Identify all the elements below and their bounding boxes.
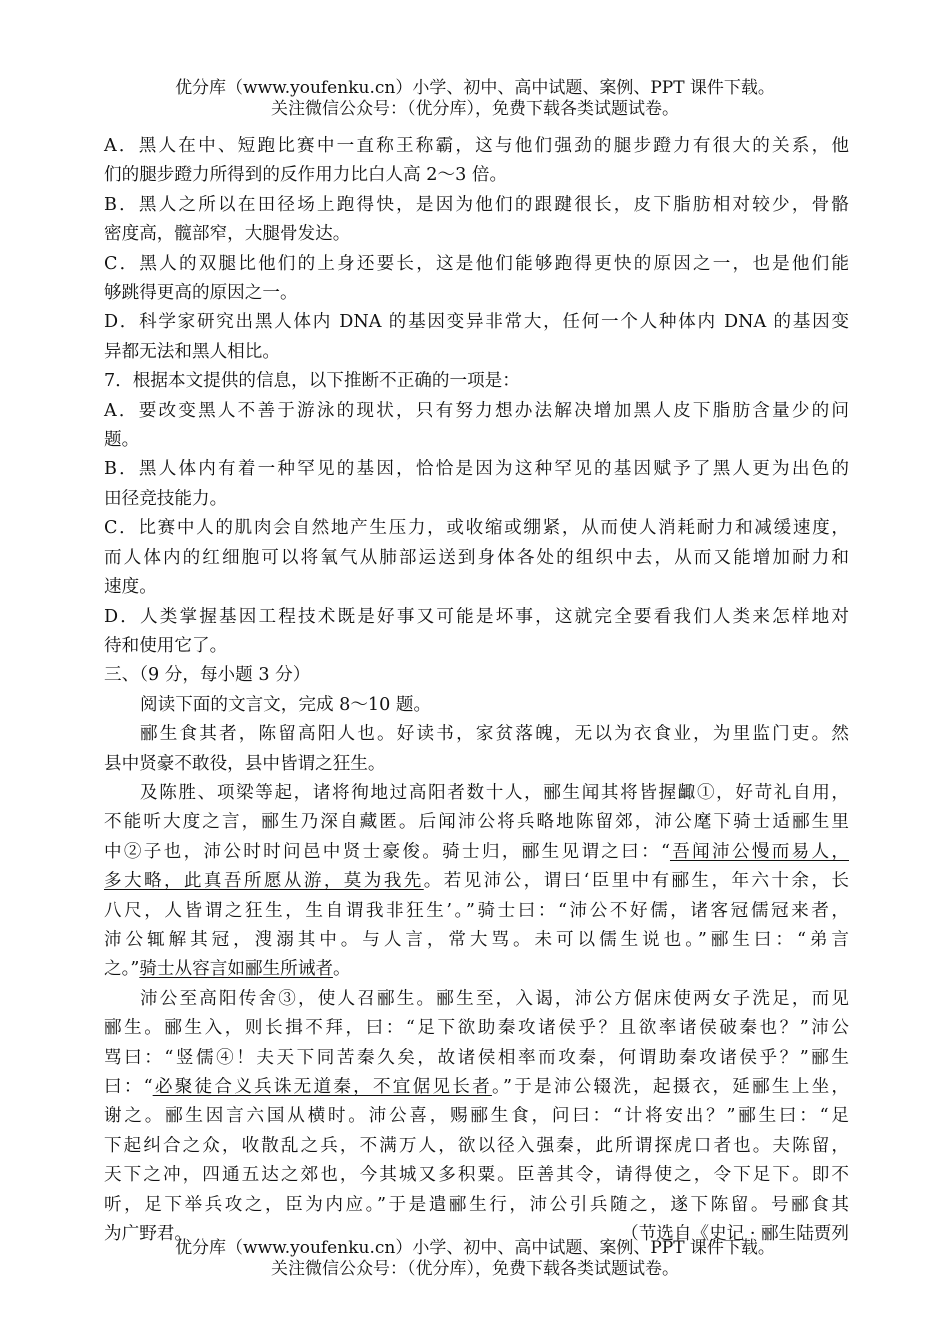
passage-p2-line5: 八尺，人皆谓之狂生，生自谓我非狂生’。”骑士曰：“沛公不好儒，诸客冠儒冠来者， xyxy=(104,900,849,921)
underlined-sentence-2: 骑士从容言如郦生所诫者 xyxy=(139,959,333,980)
passage-p3-line7: 天下之冲，四通五达之郊也，今其城又多积粟。臣善其令，请得使之，令下足下。即不 xyxy=(104,1165,849,1186)
passage-p2-line4 xyxy=(104,867,849,896)
passage-p3-line4-start: 曰：“ xyxy=(104,1077,153,1097)
passage-p2-line2: 不能听大度之言，郦生乃深自藏匿。后闻沛公将兵略地陈留郊，沛公麾下骑士适郦生里 xyxy=(104,812,849,833)
passage-p3-line5: 谢之。郦生因言六国从横时。沛公喜，赐郦生食，问曰：“计将安出？”郦生曰：“足 xyxy=(104,1106,849,1127)
q7-option-c-line2: 而人体内的红细胞可以将氧气从肺部运送到身体各处的组织中去，从而又能增加耐力和 xyxy=(104,547,849,568)
passage-p3-line9: 为广野君。 xyxy=(104,1224,192,1245)
q7-option-a-line1: A．要改变黑人不善于游泳的现状，只有努力想办法解决增加黑人皮下脂肪含量少的问 xyxy=(104,400,849,421)
q7-option-c-line3: 速度。 xyxy=(104,577,157,598)
header-line-2: 关注微信公众号：（优分库），免费下载各类试题试卷。 xyxy=(271,99,679,119)
passage-p2-line3-text: 中②子也，沛公时时问邑中贤士豪俊。骑士归，郦生见谓之曰：“ xyxy=(104,841,670,862)
q6-option-a-line2: 们的腿步蹬力所得到的反作用力比白人高 2～3 倍。 xyxy=(104,165,508,186)
header-line-1: 优分库（www.youfenku.cn）小学、初中、高中试题、案例、PPT 课件下载。 xyxy=(175,78,775,98)
passage-p3-line1: 沛公至高阳传舍③，使人召郦生。郦生至，入谒，沛公方倨床使两女子洗足，而见 xyxy=(140,988,849,1009)
q7-option-d-line1: D．人类掌握基因工程技术既是好事又可能是坏事，这就完全要看我们人类来怎样地对 xyxy=(104,606,849,627)
q7-stem: 7．根据本文提供的信息，以下推断不正确的一项是： xyxy=(104,371,520,392)
q6-option-c-line2: 够跳得更高的原因之一。 xyxy=(104,283,298,304)
passage-p1-line2: 县中贤豪不敢役，县中皆谓之狂生。 xyxy=(104,753,386,774)
passage-p2-line6: 沛公辄解其冠，溲溺其中。与人言，常大骂。未可以儒生说也。”郦生曰：“弟言 xyxy=(104,929,849,950)
q7-option-d-line2: 待和使用它了。 xyxy=(104,635,228,656)
q6-option-b-line2: 密度高，髋部窄，大腿骨发达。 xyxy=(104,224,351,245)
page-header xyxy=(0,78,950,120)
q6-option-a-line1: A．黑人在中、短跑比赛中一直称王称霸，这与他们强劲的腿步蹬力有很大的关系，他 xyxy=(104,136,849,156)
passage-p2-line1: 及陈胜、项梁等起，诸将徇地过高阳者数十人，郦生闻其将皆握齱①，好苛礼自用， xyxy=(140,782,849,803)
section-3-heading: 三、（9 分，每小题 3 分） xyxy=(104,665,311,686)
passage-p2-line4-text: 。若见沛公，谓曰‘臣里中有郦生，年六十余，长 xyxy=(423,871,849,892)
passage-p3-line6: 下起纠合之众，收散乱之兵，不满万人，欲以径入强秦，此所谓探虎口者也。夫陈留， xyxy=(104,1135,849,1156)
page-footer xyxy=(0,1238,950,1280)
passage-p2-line3 xyxy=(104,838,849,867)
passage-p2-line7-end: 。 xyxy=(332,959,351,980)
document-body xyxy=(104,132,849,1249)
underlined-sentence-1a: 吾闻沛公慢而易人， xyxy=(669,841,849,862)
passage-p3-line3: 骂曰：“竖儒④！夫天下同苦秦久矣，故诸侯相率而攻秦，何谓助秦攻诸侯乎？”郦生 xyxy=(104,1047,849,1068)
source-citation: （节选自《史记 · 郦生陆贾列 xyxy=(621,1224,849,1245)
q6-option-d-line2: 异都无法和黑人相比。 xyxy=(104,341,280,362)
passage-p3-line8: 听，足下举兵攻之，臣为内应。”于是遣郦生行，沛公引兵随之，遂下陈留。号郦食其 xyxy=(104,1194,849,1215)
q6-option-c-line1: C．黑人的双腿比他们的上身还要长，这是他们能够跑得更快的原因之一，也是他们能 xyxy=(104,253,849,274)
section-3-instruction: 阅读下面的文言文，完成 8～10 题。 xyxy=(140,694,432,715)
passage-p3-line2: 郦生。郦生入，则长揖不拜，曰：“足下欲助秦攻诸侯乎？且欲率诸侯破秦也？”沛公 xyxy=(104,1018,849,1039)
passage-p3-line4-end: 。”于是沛公辍洗，起摄衣，延郦生上坐， xyxy=(491,1077,849,1097)
passage-p1-line1: 郦生食其者，陈留高阳人也。好读书，家贫落魄，无以为衣食业，为里监门吏。然 xyxy=(140,724,849,745)
footer-line-2: 关注微信公众号：（优分库），免费下载各类试题试卷。 xyxy=(271,1259,679,1279)
passage-p3-line4 xyxy=(104,1073,849,1102)
q7-option-c-line1: C．比赛中人的肌肉会自然地产生压力，或收缩或绷紧，从而使人消耗耐力和减缓速度， xyxy=(104,518,849,539)
footer-line-1: 优分库（www.youfenku.cn）小学、初中、高中试题、案例、PPT 课件下载。 xyxy=(175,1238,775,1258)
underlined-sentence-1b: 多大略，此真吾所愿从游，莫为我先 xyxy=(104,871,424,892)
q6-option-b-line1: B．黑人之所以在田径场上跑得快，是因为他们的跟踺很长，皮下脂肪相对较少，骨骼 xyxy=(104,194,849,215)
q6-option-d-line1: D．科学家研究出黑人体内 DNA 的基因变异非常大，任何一个人种体内 DNA 的基因变 xyxy=(104,312,849,333)
passage-p2-line7 xyxy=(104,955,849,984)
q7-option-a-line2: 题。 xyxy=(104,430,140,451)
underlined-sentence-3: 必聚徒合义兵诛无道秦，不宜倨见长者 xyxy=(152,1077,492,1097)
q7-option-b-line2: 田径竞技能力。 xyxy=(104,488,228,509)
q7-option-b-line1: B．黑人体内有着一种罕见的基因，恰恰是因为这种罕见的基因赋予了黑人更为出色的 xyxy=(104,459,849,480)
passage-p2-line7-start: 之。” xyxy=(104,959,140,980)
